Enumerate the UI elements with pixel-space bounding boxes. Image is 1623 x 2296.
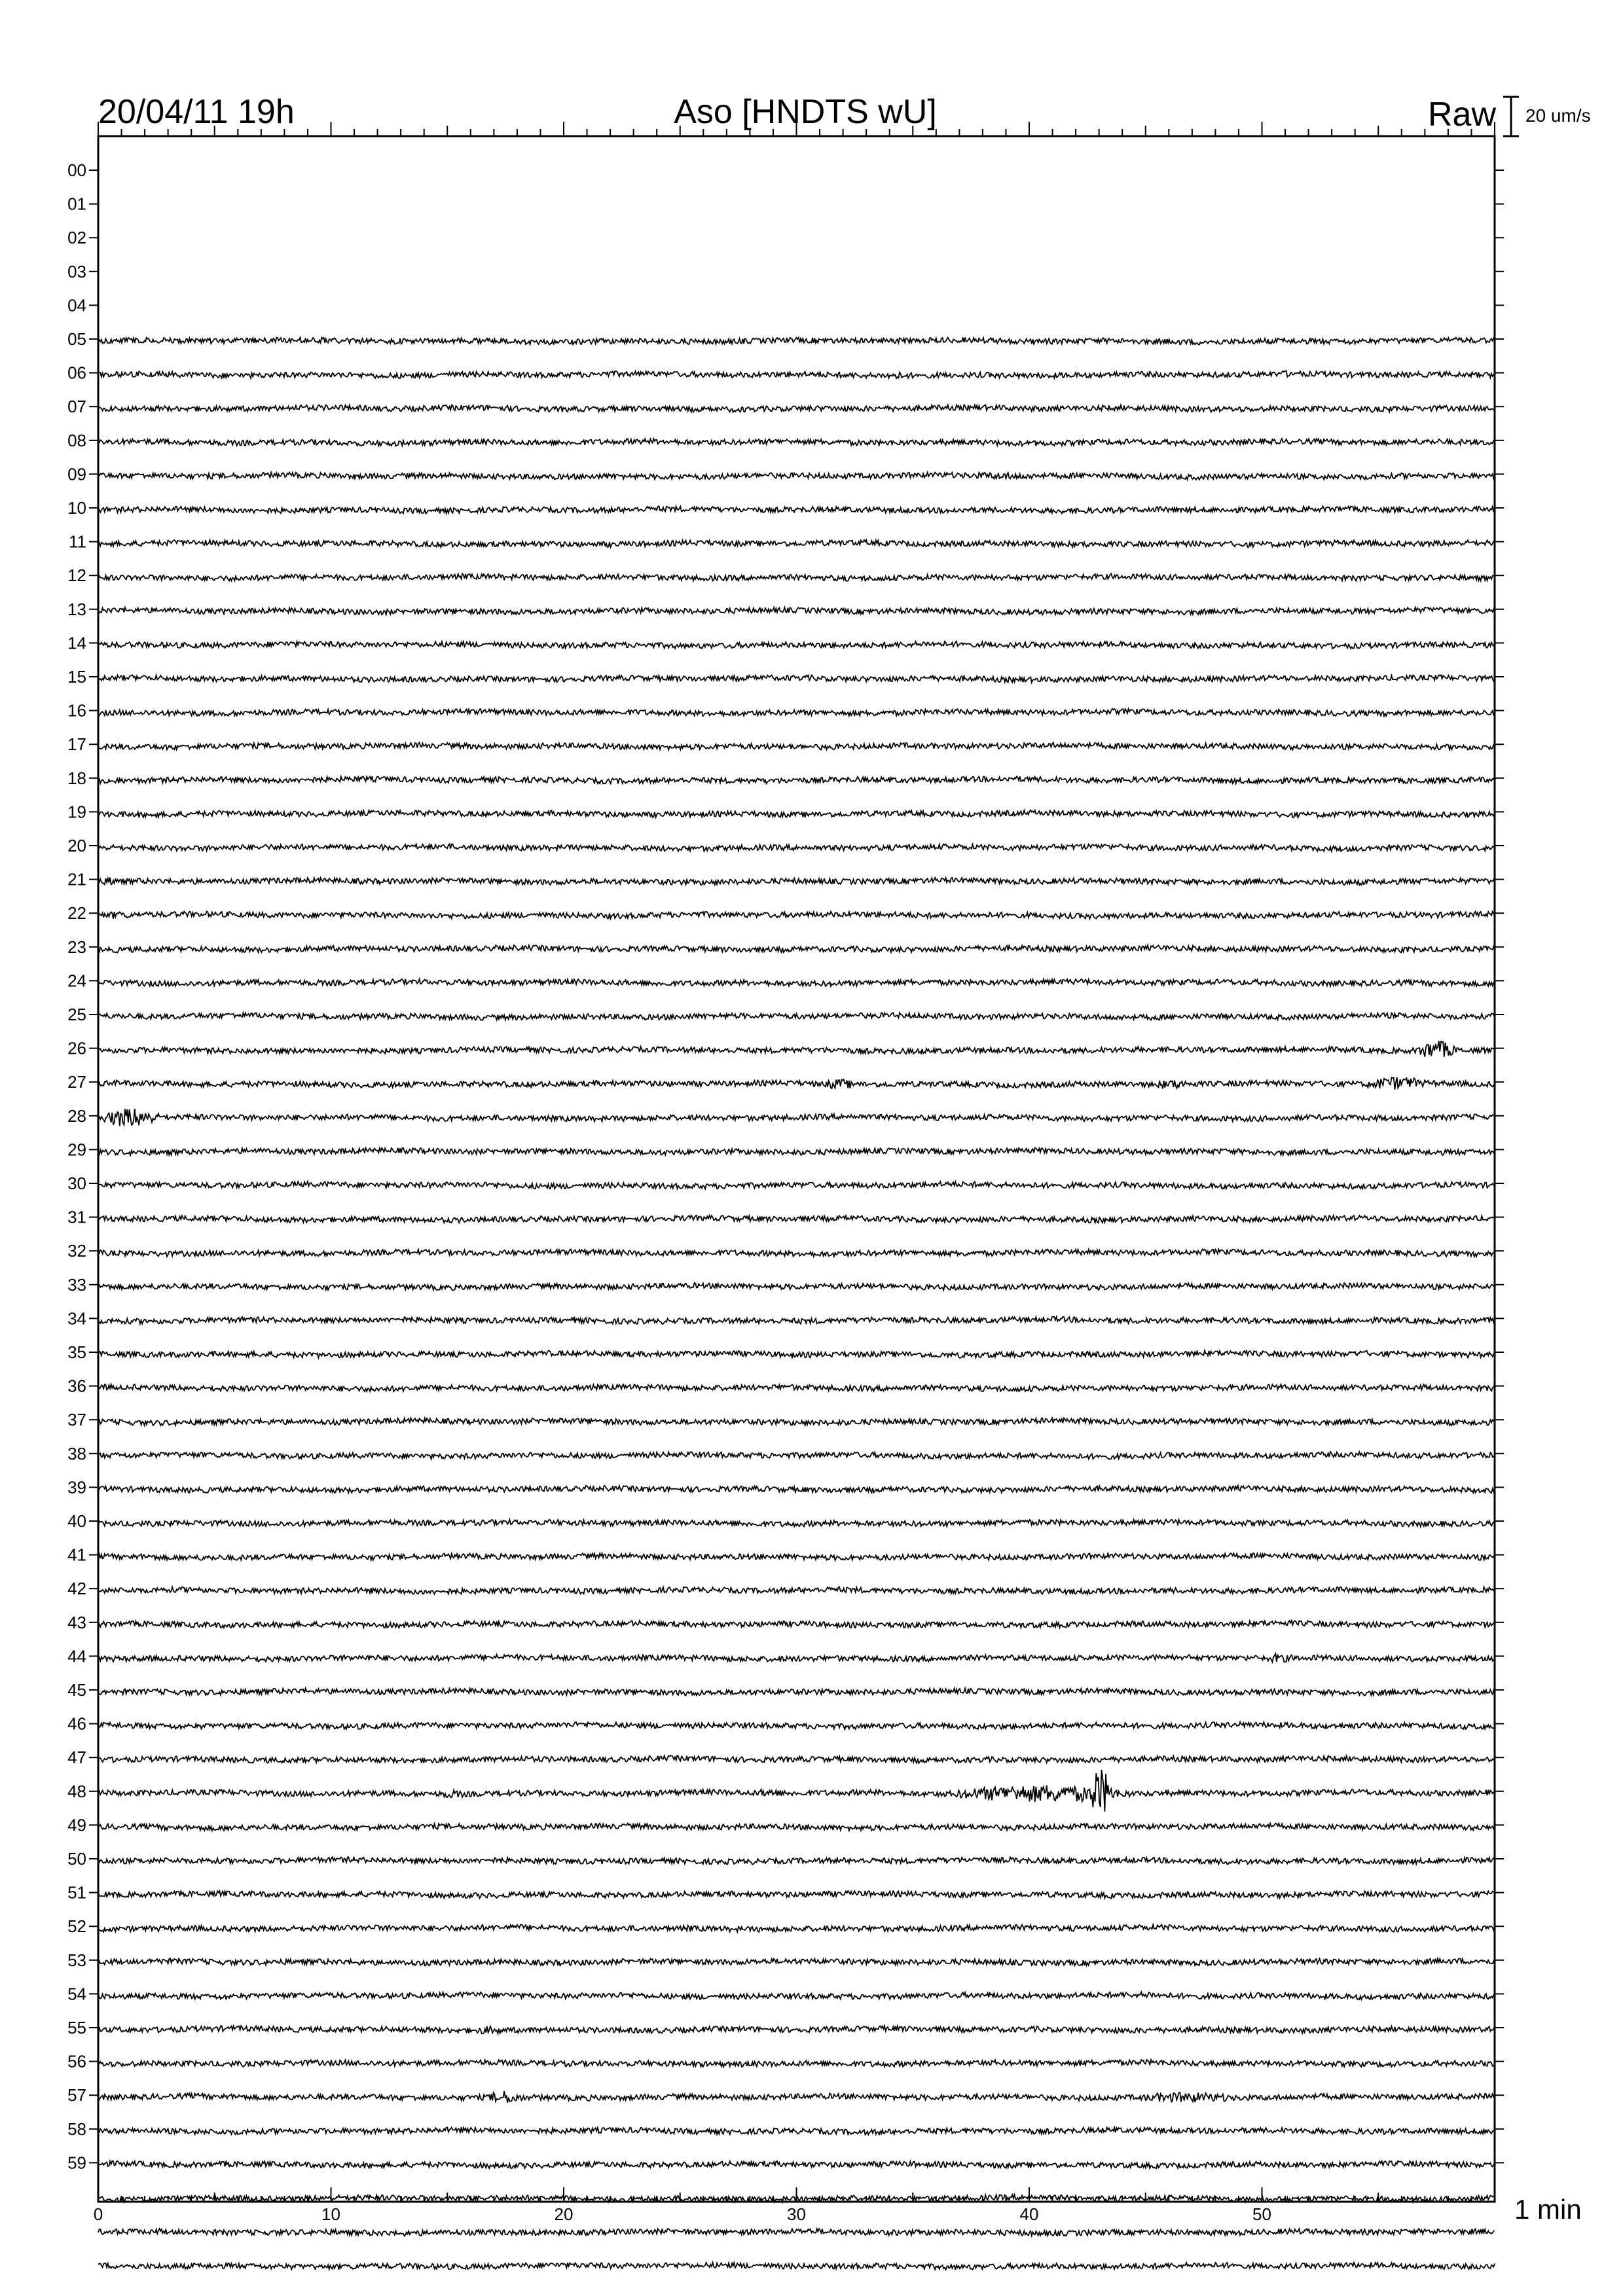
trace-line	[98, 1755, 1495, 1763]
row-label: 15	[67, 667, 86, 687]
row-label: 59	[67, 2153, 86, 2173]
trace-line	[98, 2026, 1495, 2034]
row-label: 17	[67, 734, 86, 755]
row-label: 30	[67, 1174, 86, 1193]
trace-line	[98, 742, 1495, 749]
row-label: 56	[67, 2051, 86, 2072]
trace-line	[98, 1891, 1495, 1898]
row-label: 21	[67, 869, 86, 889]
row-label: 08	[67, 430, 86, 450]
trace-line	[98, 878, 1495, 886]
trace-line	[98, 844, 1495, 852]
x-tick-label: 50	[1252, 2204, 1271, 2224]
row-label: 01	[67, 194, 86, 214]
row-label: 20	[67, 836, 86, 855]
row-label: 13	[67, 599, 86, 619]
trace-line	[98, 1770, 1495, 1812]
trace-line	[98, 979, 1495, 986]
trace-line	[98, 1823, 1495, 1831]
trace-line	[98, 2127, 1495, 2134]
trace-line	[98, 1857, 1495, 1864]
row-label: 19	[67, 802, 86, 822]
row-label: 11	[69, 531, 86, 552]
row-label: 58	[67, 2119, 86, 2139]
row-label: 18	[67, 768, 86, 788]
row-label: 06	[67, 363, 86, 383]
row-label: 45	[67, 1680, 86, 1700]
trace-line	[98, 1486, 1495, 1493]
trace-line	[98, 370, 1495, 378]
row-label: 23	[67, 937, 86, 957]
trace-line	[98, 2229, 1495, 2236]
row-label: 31	[67, 1207, 86, 1227]
trace-line	[98, 1653, 1495, 1662]
mode-label: Raw	[1427, 96, 1496, 134]
row-label: 36	[67, 1376, 86, 1396]
trace-line	[98, 709, 1495, 717]
row-label: 43	[67, 1612, 86, 1632]
trace-line	[98, 1958, 1495, 1965]
trace-line	[98, 506, 1495, 513]
x-axis	[94, 2187, 1495, 2224]
top-axis-ticks	[98, 122, 1495, 136]
row-label: 42	[67, 1579, 86, 1599]
trace-line	[98, 405, 1495, 412]
plot-frame	[98, 136, 1495, 2202]
trace-line	[98, 1520, 1495, 1527]
trace-line	[98, 607, 1495, 615]
trace-line	[98, 1452, 1495, 1459]
trace-line	[98, 1688, 1495, 1695]
trace-line	[98, 1587, 1495, 1594]
trace-line	[98, 810, 1495, 817]
x-tick-label: 30	[787, 2204, 806, 2224]
row-label: 32	[67, 1241, 86, 1261]
row-label: 44	[67, 1646, 86, 1666]
row-label: 46	[67, 1713, 86, 1734]
trace-line	[98, 776, 1495, 783]
row-label: 03	[67, 261, 86, 281]
row-label: 04	[67, 295, 86, 315]
row-label: 48	[67, 1781, 86, 1801]
row-label: 54	[67, 1984, 86, 2004]
trace-line	[98, 1013, 1495, 1020]
row-label: 35	[67, 1342, 86, 1362]
trace-line	[98, 573, 1495, 581]
row-label: 53	[67, 1950, 86, 1970]
trace-line	[98, 439, 1495, 446]
trace-line	[98, 1350, 1495, 1357]
row-label: 02	[67, 228, 86, 248]
row-label: 00	[67, 160, 86, 180]
row-label: 49	[67, 1815, 86, 1835]
trace-line	[98, 540, 1495, 547]
row-label: 47	[67, 1748, 86, 1768]
row-label: 57	[67, 2085, 86, 2106]
datetime-label: 20/04/11 19h	[98, 93, 295, 131]
row-label: 05	[67, 329, 86, 349]
row-label: 12	[67, 565, 86, 586]
trace-line	[98, 2161, 1495, 2169]
row-label: 40	[67, 1511, 86, 1531]
trace-line	[98, 1621, 1495, 1628]
x-tick-label: 40	[1019, 2204, 1039, 2224]
row-label: 50	[67, 1849, 86, 1869]
trace-line	[98, 1418, 1495, 1426]
x-tick-label: 0	[93, 2204, 103, 2224]
row-label: 09	[67, 464, 86, 484]
row-label: 39	[67, 1477, 86, 1498]
row-label: 38	[67, 1443, 86, 1463]
trace-line	[98, 641, 1495, 649]
trace-line	[98, 1317, 1495, 1324]
station-title: Aso [HNDTS wU]	[674, 93, 937, 131]
row-label: 22	[67, 903, 86, 924]
trace-line	[98, 1215, 1495, 1223]
trace-line	[98, 2060, 1495, 2067]
trace-line	[98, 1181, 1495, 1189]
row-label: 26	[67, 1038, 86, 1058]
row-label: 25	[67, 1005, 86, 1024]
trace-line	[98, 2263, 1495, 2270]
trace-line	[98, 1553, 1495, 1560]
row-label: 41	[67, 1545, 86, 1565]
trace-line	[98, 2091, 1495, 2103]
row-label: 55	[67, 2018, 86, 2037]
row-label: 34	[67, 1308, 86, 1329]
seismic-traces	[98, 338, 1495, 2270]
row-label: 29	[67, 1139, 86, 1160]
row-label: 37	[67, 1410, 86, 1430]
row-label: 24	[67, 971, 86, 991]
row-label: 27	[67, 1072, 86, 1092]
row-label: 52	[67, 1916, 86, 1937]
trace-line	[98, 1283, 1495, 1290]
trace-line	[98, 675, 1495, 682]
trace-line	[98, 1722, 1495, 1729]
trace-line	[98, 1109, 1495, 1126]
trace-line	[98, 1384, 1495, 1391]
duration-label: 1 min	[1514, 2194, 1582, 2225]
trace-line	[98, 912, 1495, 919]
scale-bar	[1503, 97, 1591, 136]
trace-line	[98, 1077, 1495, 1090]
row-label: 33	[67, 1274, 86, 1295]
trace-line	[98, 338, 1495, 345]
hour-minute-axis	[67, 160, 1504, 2172]
row-label: 28	[67, 1105, 86, 1126]
x-tick-label: 10	[321, 2204, 340, 2224]
trace-line	[98, 1249, 1495, 1257]
x-tick-label: 20	[554, 2204, 574, 2224]
row-label: 16	[67, 700, 86, 721]
row-label: 14	[67, 633, 86, 653]
row-label: 10	[67, 498, 86, 518]
trace-line	[98, 1041, 1495, 1056]
trace-line	[98, 945, 1495, 952]
trace-line	[98, 1925, 1495, 1932]
trace-line	[98, 1148, 1495, 1155]
trace-line	[98, 1992, 1495, 2000]
row-label: 07	[67, 397, 86, 417]
trace-line	[98, 473, 1495, 480]
row-label: 51	[67, 1882, 86, 1903]
scale-label: 20 um/s	[1525, 105, 1591, 126]
